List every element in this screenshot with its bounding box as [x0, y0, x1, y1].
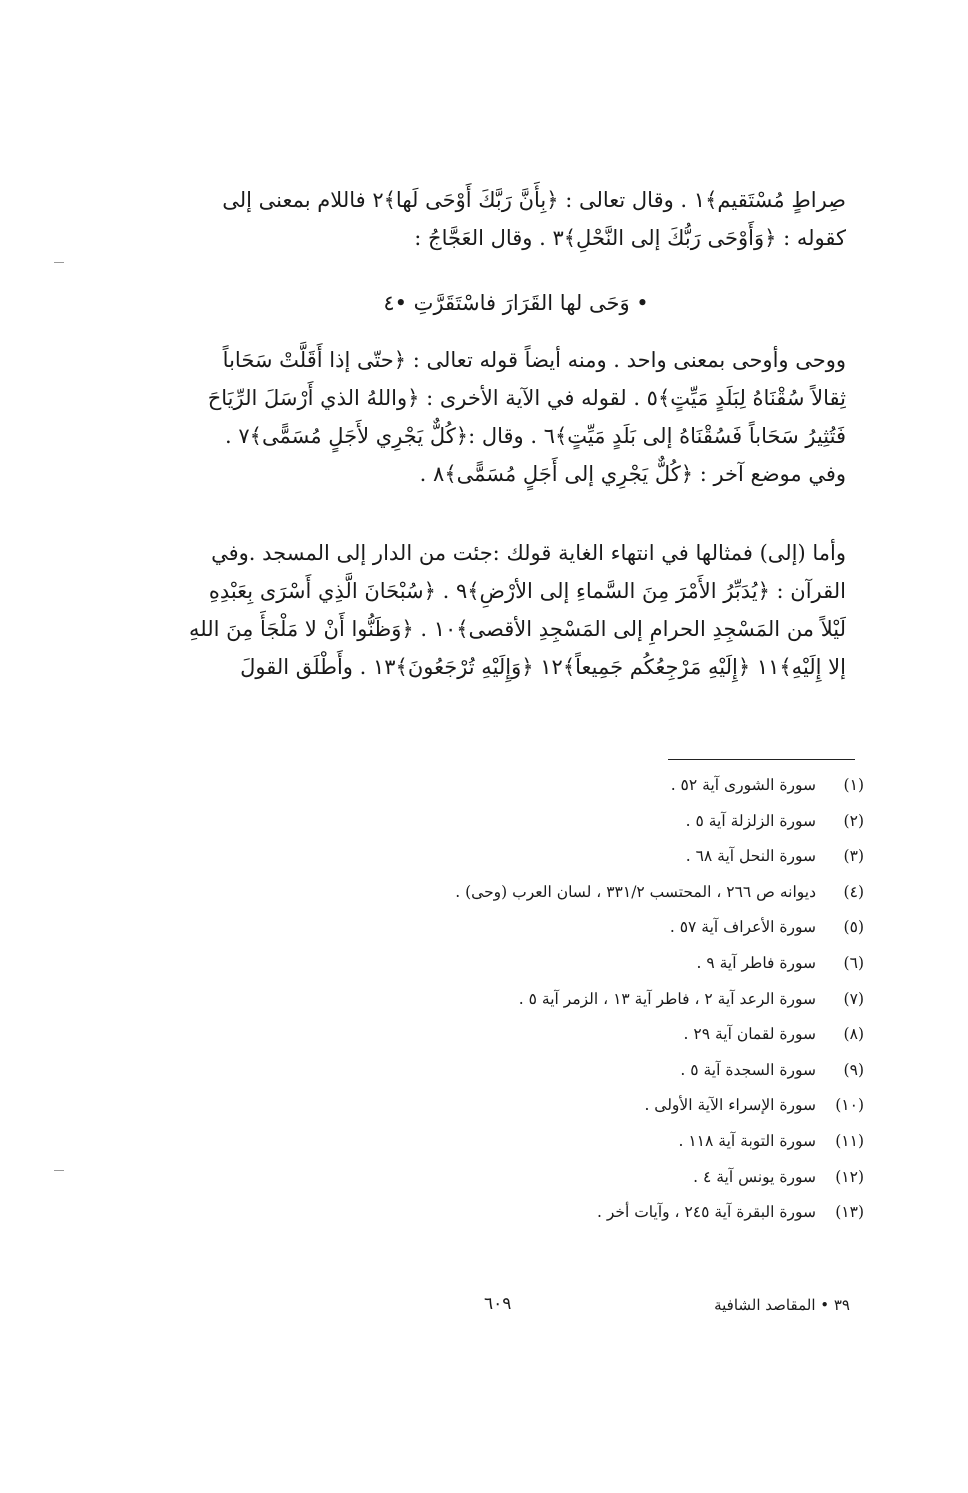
page-number: ٦٠٩: [484, 1294, 512, 1314]
footnote-text: سورة الإسراء الآية الأولى .: [644, 1096, 816, 1115]
footnote-text: سورة فاطر آية ٩ .: [696, 953, 816, 972]
footnotes-list: [364, 776, 864, 1239]
text-line: القرآن : ﴿يُدَبِّرُ الأَمْرَ مِنَ السَّماءِ إلى الأرْضِ﴾٩ . ﴿سُبْحَانَ الَّذِي أَسْرَى بِعَبْدِهِ: [208, 579, 846, 603]
footnote-item: [364, 1061, 864, 1097]
footnote-item: [364, 1025, 864, 1061]
text-line: لَيْلاً من المَسْجِدِ الحرامِ إلى المَسْجِدِ الأقصى﴾١٠ . ﴿وَظَنُّوا أَنْ لا مَلْجَأَ مِنَ اللهِ: [189, 617, 846, 641]
poetry-verse: • وَحَى لها القَرَارَ فاسْتَقَرَّتِ •٤: [383, 291, 649, 315]
footnote-text: سورة الأعراف آية ٥٧ .: [669, 918, 816, 937]
text-line: ثِقالاً سُقْنَاهُ لِبَلَدٍ مَيِّتٍ﴾٥ . لقوله في الآية الأخرى : ﴿واللهُ الذي أَرْسَلَ الرِّيَاحَ: [207, 386, 846, 410]
footnote-number: (١٠): [835, 1096, 864, 1115]
text-line: وأما (إلى) فمثالها في انتهاء الغاية قولك :جئت من الدار إلى المسجد .وفي: [211, 541, 846, 565]
footnote-number: (٥): [843, 918, 864, 937]
text-line: إلا إِلَيْهِ﴾١١ ﴿إِلَيْهِ مَرْجِعُكُم جَمِيعاً﴾١٢ ﴿وَإِلَيْهِ تُرْجَعُونَ﴾١٣ . وأَطْلَق القولَ: [240, 655, 846, 679]
text-line: كقوله : ﴿وَأَوْحَى رَبُّكَ إلى النَّحْلِ﴾٣ . وقال العَجَّاجُ :: [414, 226, 846, 250]
footnote-number: (٣): [843, 847, 864, 866]
footnote-item: [364, 1168, 864, 1204]
footnote-item: [364, 918, 864, 954]
footnote-item: [364, 776, 864, 812]
footnote-text: سورة الرعد آية ٢ ، فاطر آية ١٣ ، الزمر آية ٥ .: [518, 989, 816, 1008]
footnote-text: سورة لقمان آية ٢٩ .: [683, 1025, 816, 1044]
footnote-number: (٤): [843, 882, 864, 901]
paragraph-1: [186, 181, 846, 257]
text-line: وفي موضع آخر : ﴿كُلٌّ يَجْرِي إلى أَجَلٍ مُسَمًّى﴾٨ .: [419, 462, 846, 486]
paragraph-2: [186, 341, 846, 493]
footnote-text: سورة يونس آية ٤ .: [693, 1167, 816, 1186]
footnote-number: (١٢): [835, 1167, 864, 1186]
footnote-text: سورة النحل آية ٦٨ .: [685, 847, 816, 866]
footnote-number: (١): [843, 776, 864, 794]
footnote-number: (٨): [843, 1025, 864, 1044]
footnote-item: [364, 990, 864, 1026]
footnote-item: [364, 1203, 864, 1239]
footnote-number: (٦): [843, 953, 864, 972]
footnote-item: [364, 954, 864, 990]
footnote-item: [364, 812, 864, 848]
footnote-item: [364, 847, 864, 883]
footnote-number: (٧): [843, 989, 864, 1008]
text-line: صِراطٍ مُسْتَقيم﴾١ . وقال تعالى : ﴿بِأَنَّ رَبَّكَ أَوْحَى لَها﴾٢ فاللام بمعنى إلى: [222, 188, 846, 212]
crop-mark: [54, 262, 64, 263]
footnote-text: ديوانه ص ٢٦٦ ، المحتسب ٣٣١/٢ ، لسان العرب (وحى) .: [455, 882, 816, 901]
footnote-separator: [668, 759, 855, 760]
footnote-text: سورة البقرة آية ٢٤٥ ، وآيات أخر .: [596, 1203, 816, 1222]
footnote-item: [364, 1132, 864, 1168]
text-line: فَتُثِيرُ سَحَاباً فَسُقْنَاهُ إلى بَلَدٍ مَيِّتٍ﴾٦ . وقال :﴿كُلٌّ يَجْرِي لأَجَلٍ مُسَمًّى﴾٧ .: [225, 424, 846, 448]
footnote-number: (٢): [843, 811, 864, 830]
crop-mark: [54, 1170, 64, 1171]
footnote-text: سورة التوبة آية ١١٨ .: [678, 1131, 816, 1150]
footnote-item: [364, 1096, 864, 1132]
footnote-number: (١٣): [835, 1203, 864, 1222]
paragraph-3: [186, 534, 846, 686]
running-head: ٣٩ • المقاصد الشافية: [714, 1296, 850, 1314]
footnote-text: سورة السجدة آية ٥ .: [680, 1060, 816, 1079]
footnote-item: [364, 883, 864, 919]
footnote-text: سورة الزلزلة آية ٥ .: [685, 811, 816, 830]
footnote-text: سورة الشورى آية ٥٢ .: [670, 776, 816, 794]
footnote-number: (٩): [843, 1060, 864, 1079]
footnote-number: (١١): [835, 1131, 864, 1150]
text-line: ووحى وأوحى بمعنى واحد . ومنه أيضاً قوله تعالى : ﴿حتّى إذا أَقَلَّتْ سَحَاباً: [222, 348, 846, 372]
